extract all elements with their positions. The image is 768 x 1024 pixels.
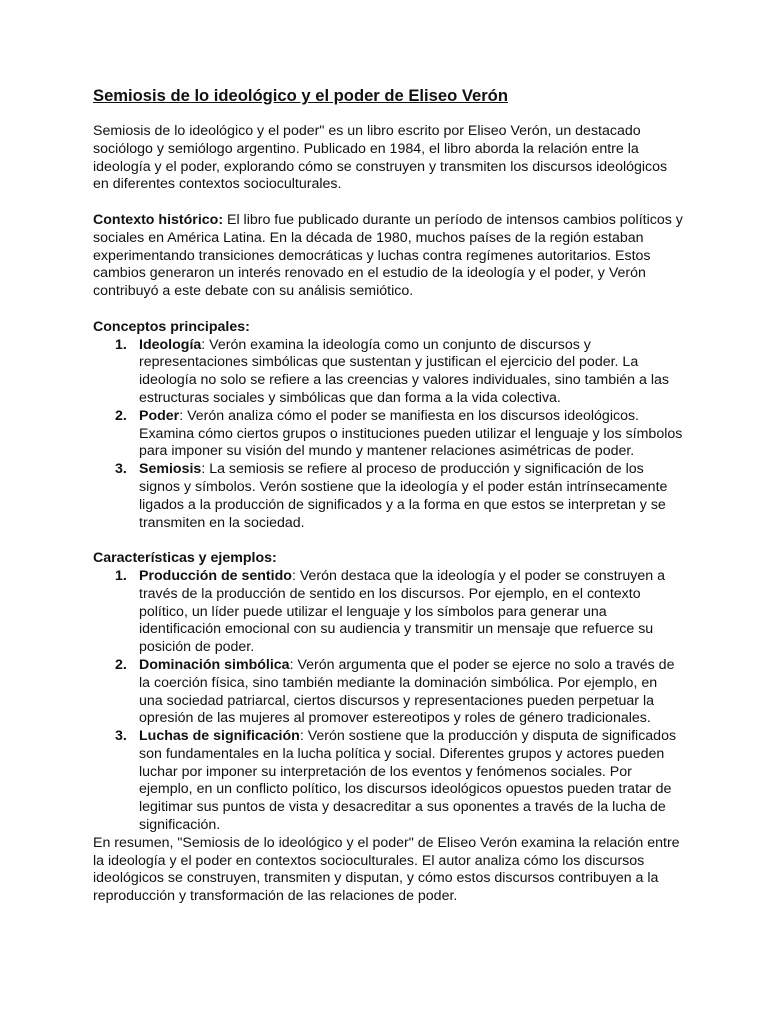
list-item [93, 461, 683, 532]
document-title: Semiosis de lo ideológico y el poder de Eliseo Verón [93, 86, 508, 105]
list-item-text: : Verón destaca que la ideología y el poder se construyen a través de la producción de sentido en los discursos. Por ejemplo, en el contexto político, un líder puede utilizar el lenguaje y los símbolos para generar una identificación emocional con su audiencia y transmitir un mensaje que refuerce su posición de poder. [139, 567, 666, 656]
list-item-text: : Verón sostiene que la producción y disputa de significados son fundamentales en la lucha política y social. Diferentes grupos y actores pueden luchar por imponer su interpretación de los eventos y fenómenos sociales. Por ejemplo, en un conflicto político, los discursos ideológicos opuestos pueden tratar de legitimar sus puntos de vista y desacreditar a sus oponentes a través de la lucha de significación. [139, 728, 677, 834]
document-page [93, 86, 683, 906]
list-item-text: : Verón argumenta que el poder se ejerce no solo a través de la coerción física, sino también mediante la dominación simbólica. Por ejemplo, en una sociedad patriarcal, ciertos discursos y representaciones pueden perpetuar la opresión de las mujeres al promover estereotipos y roles de género tradicionales. [139, 656, 675, 727]
concepts-list [93, 337, 683, 533]
summary-paragraph: En resumen, "Semiosis de lo ideológico y el poder" de Eliseo Verón examina la relación entre la ideología y el poder en contextos socioculturales. El autor analiza cómo los discursos ideológicos se construyen, transmiten y disputan, y cómo estos discursos contribuyen a la reproducción y transformación de las relaciones de poder. [93, 834, 680, 905]
list-item-term: Luchas de significación [139, 728, 300, 745]
concepts-heading: Conceptos principales: [93, 318, 250, 335]
list-item [93, 408, 683, 461]
list-item-term: Ideología [139, 336, 202, 353]
list-item [93, 657, 683, 728]
characteristics-list [93, 568, 683, 835]
list-item-number: 2. [115, 656, 127, 673]
context-paragraph [93, 212, 683, 301]
list-item-number: 1. [115, 567, 127, 584]
context-label: Contexto histórico: [93, 211, 224, 228]
list-item-text: : Verón examina la ideología como un conjunto de discursos y representaciones simbólicas que sustentan y justifican el ejercicio del poder. La ideología no solo se refiere a las creencias y valores individuales, sino también a las estructuras sociales y simbólicas que dan forma a la vida colectiva. [139, 336, 669, 406]
list-item [93, 337, 683, 408]
list-item-text: : Verón analiza cómo el poder se manifiesta en los discursos ideológicos. Examina cómo ciertos grupos o instituciones pueden utilizar el lenguaje y los símbolos para imponer su visión del mundo y mantener relaciones asimétricas de poder. [139, 407, 683, 460]
list-item [93, 568, 683, 657]
list-item-number: 3. [115, 461, 127, 478]
list-item-number: 3. [115, 728, 127, 745]
list-item-number: 2. [115, 407, 127, 424]
list-item-number: 1. [115, 336, 127, 353]
list-item-term: Semiosis [139, 461, 202, 478]
intro-paragraph: Semiosis de lo ideológico y el poder" es un libro escrito por Eliseo Verón, un destacado sociólogo y semiólogo argentino. Publicado en 1984, el libro aborda la relación entre la ideología y el poder, explorando cómo se construyen y transmiten los discursos ideológicos en diferentes contextos socioculturales. [93, 123, 668, 193]
context-text: El libro fue publicado durante un período de intensos cambios políticos y sociales en América Latina. En la década de 1980, muchos países de la región estaban experimentando transiciones democráticas y luchas contra regímenes autoritarios. Estos cambios generaron un interés renovado en el estudio de la ideología y el poder, y Verón contribuyó a este debate con su análisis semiótico. [93, 211, 683, 300]
list-item-term: Producción de sentido [139, 567, 292, 584]
list-item-text: : La semiosis se refiere al proceso de producción y significación de los signos y símbolos. Verón sostiene que la ideología y el poder están intrínsecamente ligados a la producción de significados y a la forma en que estos se interpretan y se transmiten en la sociedad. [139, 461, 668, 531]
list-item-term: Dominación simbólica [139, 656, 290, 673]
list-item-term: Poder [139, 407, 180, 424]
list-item [93, 728, 683, 835]
characteristics-heading: Características y ejemplos: [93, 550, 277, 567]
